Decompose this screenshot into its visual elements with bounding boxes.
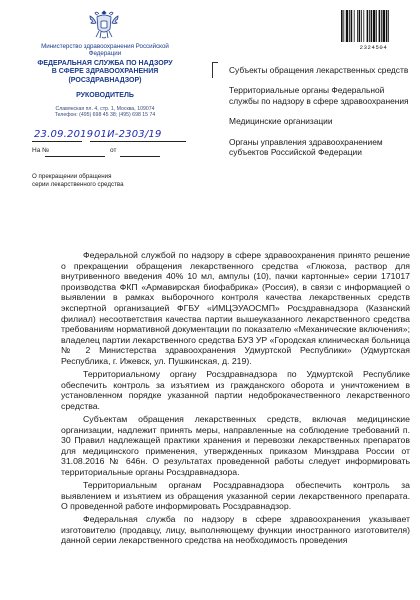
subject-line-2: серии лекарственного средства (32, 180, 124, 188)
leader-title: РУКОВОДИТЕЛЬ (76, 92, 134, 100)
body-paragraph: Федеральной службой по надзору в сфере здравоохранения принято решение о прекращении обращения лекарственного средства «Глюкоза, раствор для внутривенного введения 40% 10 мл, ампулы (10), пачки картонные» серии 171017 производства ФКП «Армавирская биофабрика» (Россия), в связи с информацией о выявлении в рамках выборочного контроля качества лекарственных средств экспертной организацией ФГБУ «ИМЦЭУАОСМП» Росздравнадзора (Казанский филиал) несоответствия качества партии вышеуказанного лекарственного средства требованиям нормативной документации по показателю «Механические включения»; владелец партии лекарственного средства БУЗ УР «Городская клиническая больница № 2 Министерства здравоохранения Удмуртской Республики» (Удмуртская Республика, г. Ижевск, ул. Пушкинская, д. 219). (61, 250, 410, 366)
number-underline (90, 141, 186, 142)
barcode-bar (359, 10, 361, 42)
recipient-item: Медицинские организации (229, 116, 333, 127)
barcode-bar (388, 10, 389, 42)
barcode-number: 2324504 (359, 44, 388, 51)
service-name (30, 60, 180, 85)
barcode-bar (381, 10, 382, 42)
barcode-bar (371, 10, 373, 42)
address-corner-mark (212, 62, 218, 78)
body-paragraph: Субъектам обращения лекарственных средств, включая медицинские организации, надлежит принять меры, направленные на соблюдение требований п. 30 Правил надлежащей практики хранения и перевозки лекарственных препаратов для медицинского применения, утвержденных приказом Минздрава России от 31.08.2016 № 646н. О результатах проведенной работы следует информировать территориальные органы Росздравнадзора. (61, 413, 410, 477)
double-headed-eagle-emblem-icon (87, 7, 121, 43)
date-underline (32, 141, 82, 142)
barcode-bar (386, 10, 388, 42)
subject-line-1: О прекращении обращения (32, 173, 112, 180)
body-paragraph: Территориальному органу Росздравнадзора по Удмуртской Республике обеспечить контроль за изъятием из гражданского оборота и уничтожением в установленном порядке указанной партии недоброкачественного лекарственного средства. (61, 369, 410, 411)
barcode-bar (346, 10, 348, 42)
barcode-bar (379, 10, 381, 42)
reference-number-label: На № (32, 147, 50, 154)
letter-subject (32, 173, 182, 188)
barcode-icon (341, 10, 406, 42)
registration-date-number-line (32, 130, 187, 142)
barcode-bar (343, 10, 344, 42)
barcode-bar (369, 10, 370, 42)
reference-date-underline (120, 156, 160, 157)
barcode-bar (361, 10, 362, 42)
service-name-line-1: ФЕДЕРАЛЬНАЯ СЛУЖБА ПО НАДЗОРУ (37, 59, 173, 67)
barcode-bar (363, 10, 364, 42)
barcode-bar (367, 10, 369, 42)
barcode-bar (351, 10, 353, 42)
letter-body (61, 250, 410, 549)
service-name-line-2: В СФЕРЕ ЗДРАВООХРАНЕНИЯ (51, 68, 159, 76)
sender-organization-block (30, 43, 180, 119)
body-paragraph: Федеральная служба по надзору в сфере здравоохранения указывает изготовителю (продавцу, лицу, выполняющему функции иностранного изготовителя) данной серии лекарственного средства на необходимость проведения (61, 514, 410, 546)
address-line-2: Телефон: (495) 698 45 38; (495) 698 15 74 (54, 112, 156, 119)
reference-number-line (32, 147, 187, 157)
handwritten-number: 01И-2303/19 (94, 129, 162, 140)
barcode-bar (341, 10, 343, 42)
barcode-bar (376, 10, 377, 42)
recipients-block (229, 65, 409, 166)
barcode-bar (373, 10, 375, 42)
address-line-1: Славянская пл. 4, стр. 1, Москва, 109074 (55, 106, 155, 113)
ministry-name: Министерство здравоохранения Российской Федерации (41, 43, 169, 58)
reference-number-underline (45, 156, 105, 157)
sender-address (30, 106, 180, 119)
recipient-item: Органы управления здравоохранением субъектов Российской Федерации (229, 136, 383, 158)
body-paragraph: Территориальным органам Росздравнадзора обеспечить контроль за выявлением и изъятием из обращения указанной серии лекарственного препарата. О проведенной работе информировать Росздравнадзор. (61, 479, 410, 512)
barcode-bar (357, 10, 358, 42)
barcode-bar (349, 10, 350, 42)
barcode-bar (354, 10, 355, 42)
recipient-item: Субъекты обращения лекарственных средств (229, 65, 409, 75)
handwritten-date: 23.09.2019 (34, 129, 94, 140)
service-name-line-3: (РОСЗДРАВНАДЗОР) (68, 76, 142, 84)
recipient-item: Территориальные органы Федеральной службы по надзору в сфере здравоохранения (229, 85, 409, 106)
barcode-bar (383, 10, 385, 42)
reference-from-label: от (110, 147, 117, 154)
